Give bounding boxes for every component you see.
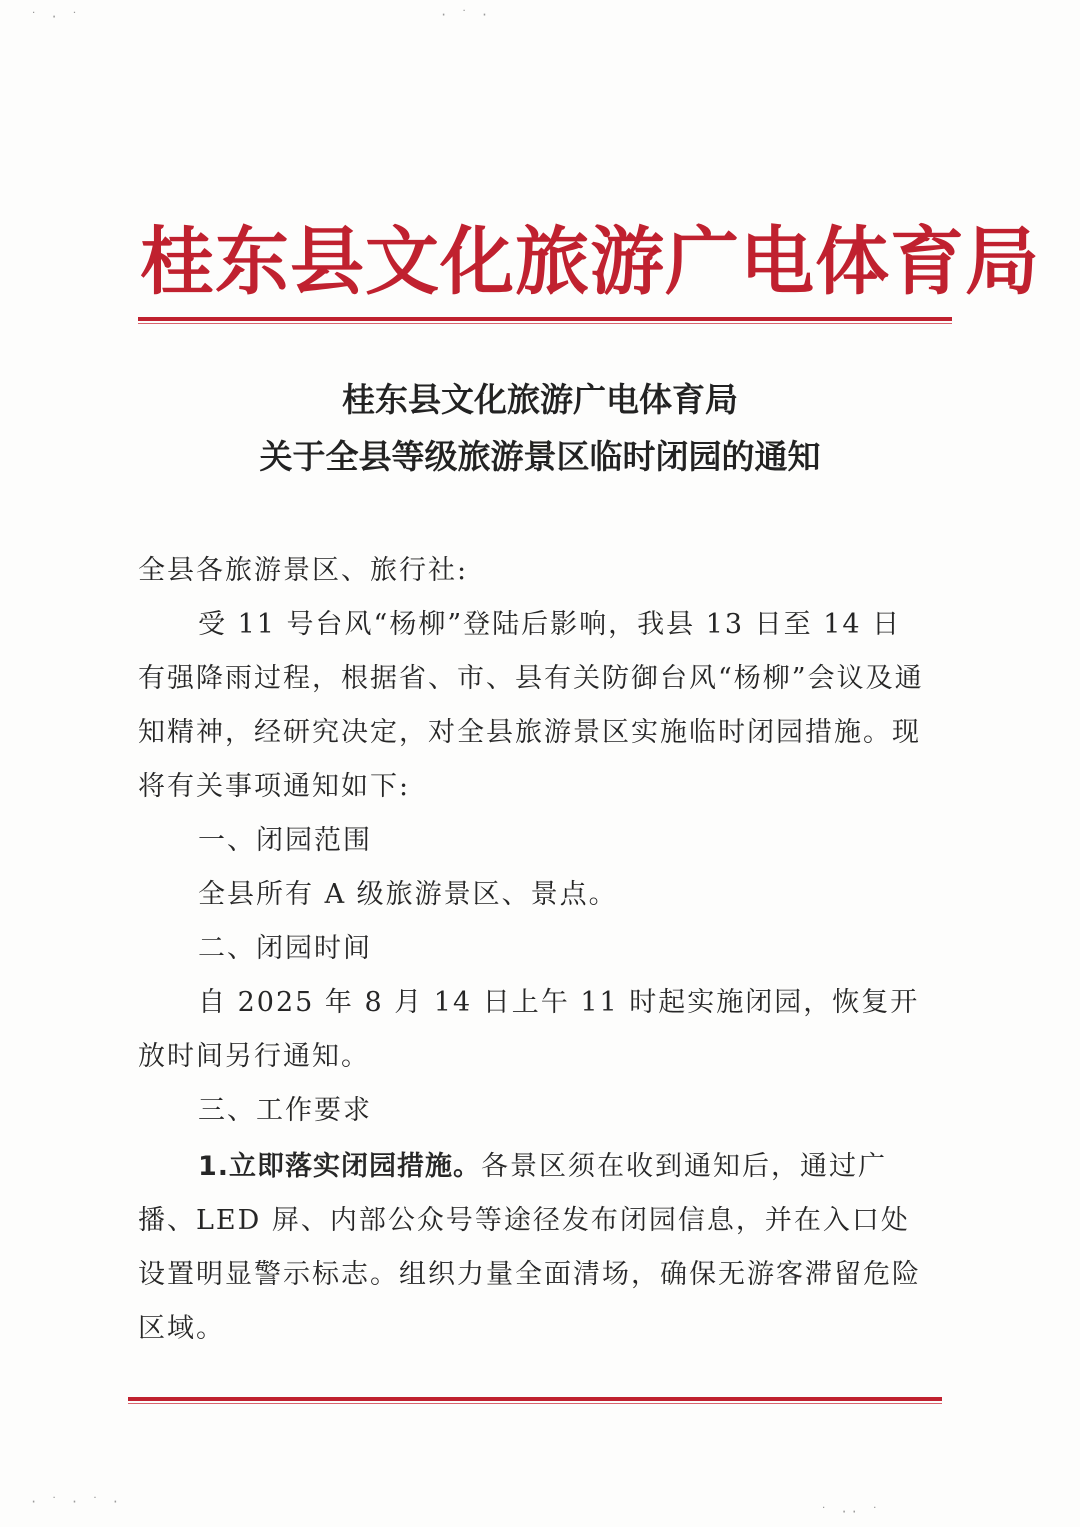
- scan-speckle-decoration: · ˙ ·: [440, 8, 492, 22]
- salutation: 全县各旅游景区、旅行社:: [138, 555, 469, 586]
- section-text-time: 自 2025 年 8 月 14 日上午 11 时起实施闭园，恢复开放时间另行通知。: [138, 987, 920, 1072]
- scan-speckle-decoration: · ˙ · ˙ ·: [30, 1495, 123, 1509]
- intro-paragraph: 受 11 号台风“杨柳”登陆后影响，我县 13 日至 14 日有强降雨过程，根据省、市、县有关防御台风“杨柳”会议及通知精神，经研究决定，对全县旅游景区实施临时闭园措施。现将有关事项通知如下:: [138, 609, 924, 802]
- section-heading-scope: 一、闭园范围: [198, 825, 372, 856]
- scan-speckle-decoration: ˙ ·· ˙: [820, 1505, 882, 1519]
- section-text-scope: 全县所有 A 级旅游景区、景点。: [198, 879, 618, 910]
- section-heading-requirements: 三、工作要求: [198, 1095, 372, 1126]
- letterhead-red-rule: [138, 317, 952, 321]
- scan-speckle-decoration: ˙ · ˙: [30, 10, 82, 24]
- requirement-1-text: 各景区须在收到通知后，通过广播、LED 屏、内部公众号等途径发布闭园信息，并在入口处设置明显警示标志。组织力量全面清场，确保无游客滞留危险区域。: [138, 1151, 921, 1344]
- document-title-line-2: 关于全县等级旅游景区临时闭园的通知: [259, 437, 821, 476]
- letterhead-org-name: 桂东县文化旅游广电体育局: [140, 219, 1040, 305]
- section-heading-time: 二、闭园时间: [198, 933, 372, 964]
- document-title-line-1: 桂东县文化旅游广电体育局: [342, 380, 738, 419]
- requirement-1-lead: 1.立即落实闭园措施。: [198, 1151, 482, 1182]
- requirement-1-paragraph: [138, 1140, 928, 1356]
- footer-red-rule: [128, 1397, 942, 1401]
